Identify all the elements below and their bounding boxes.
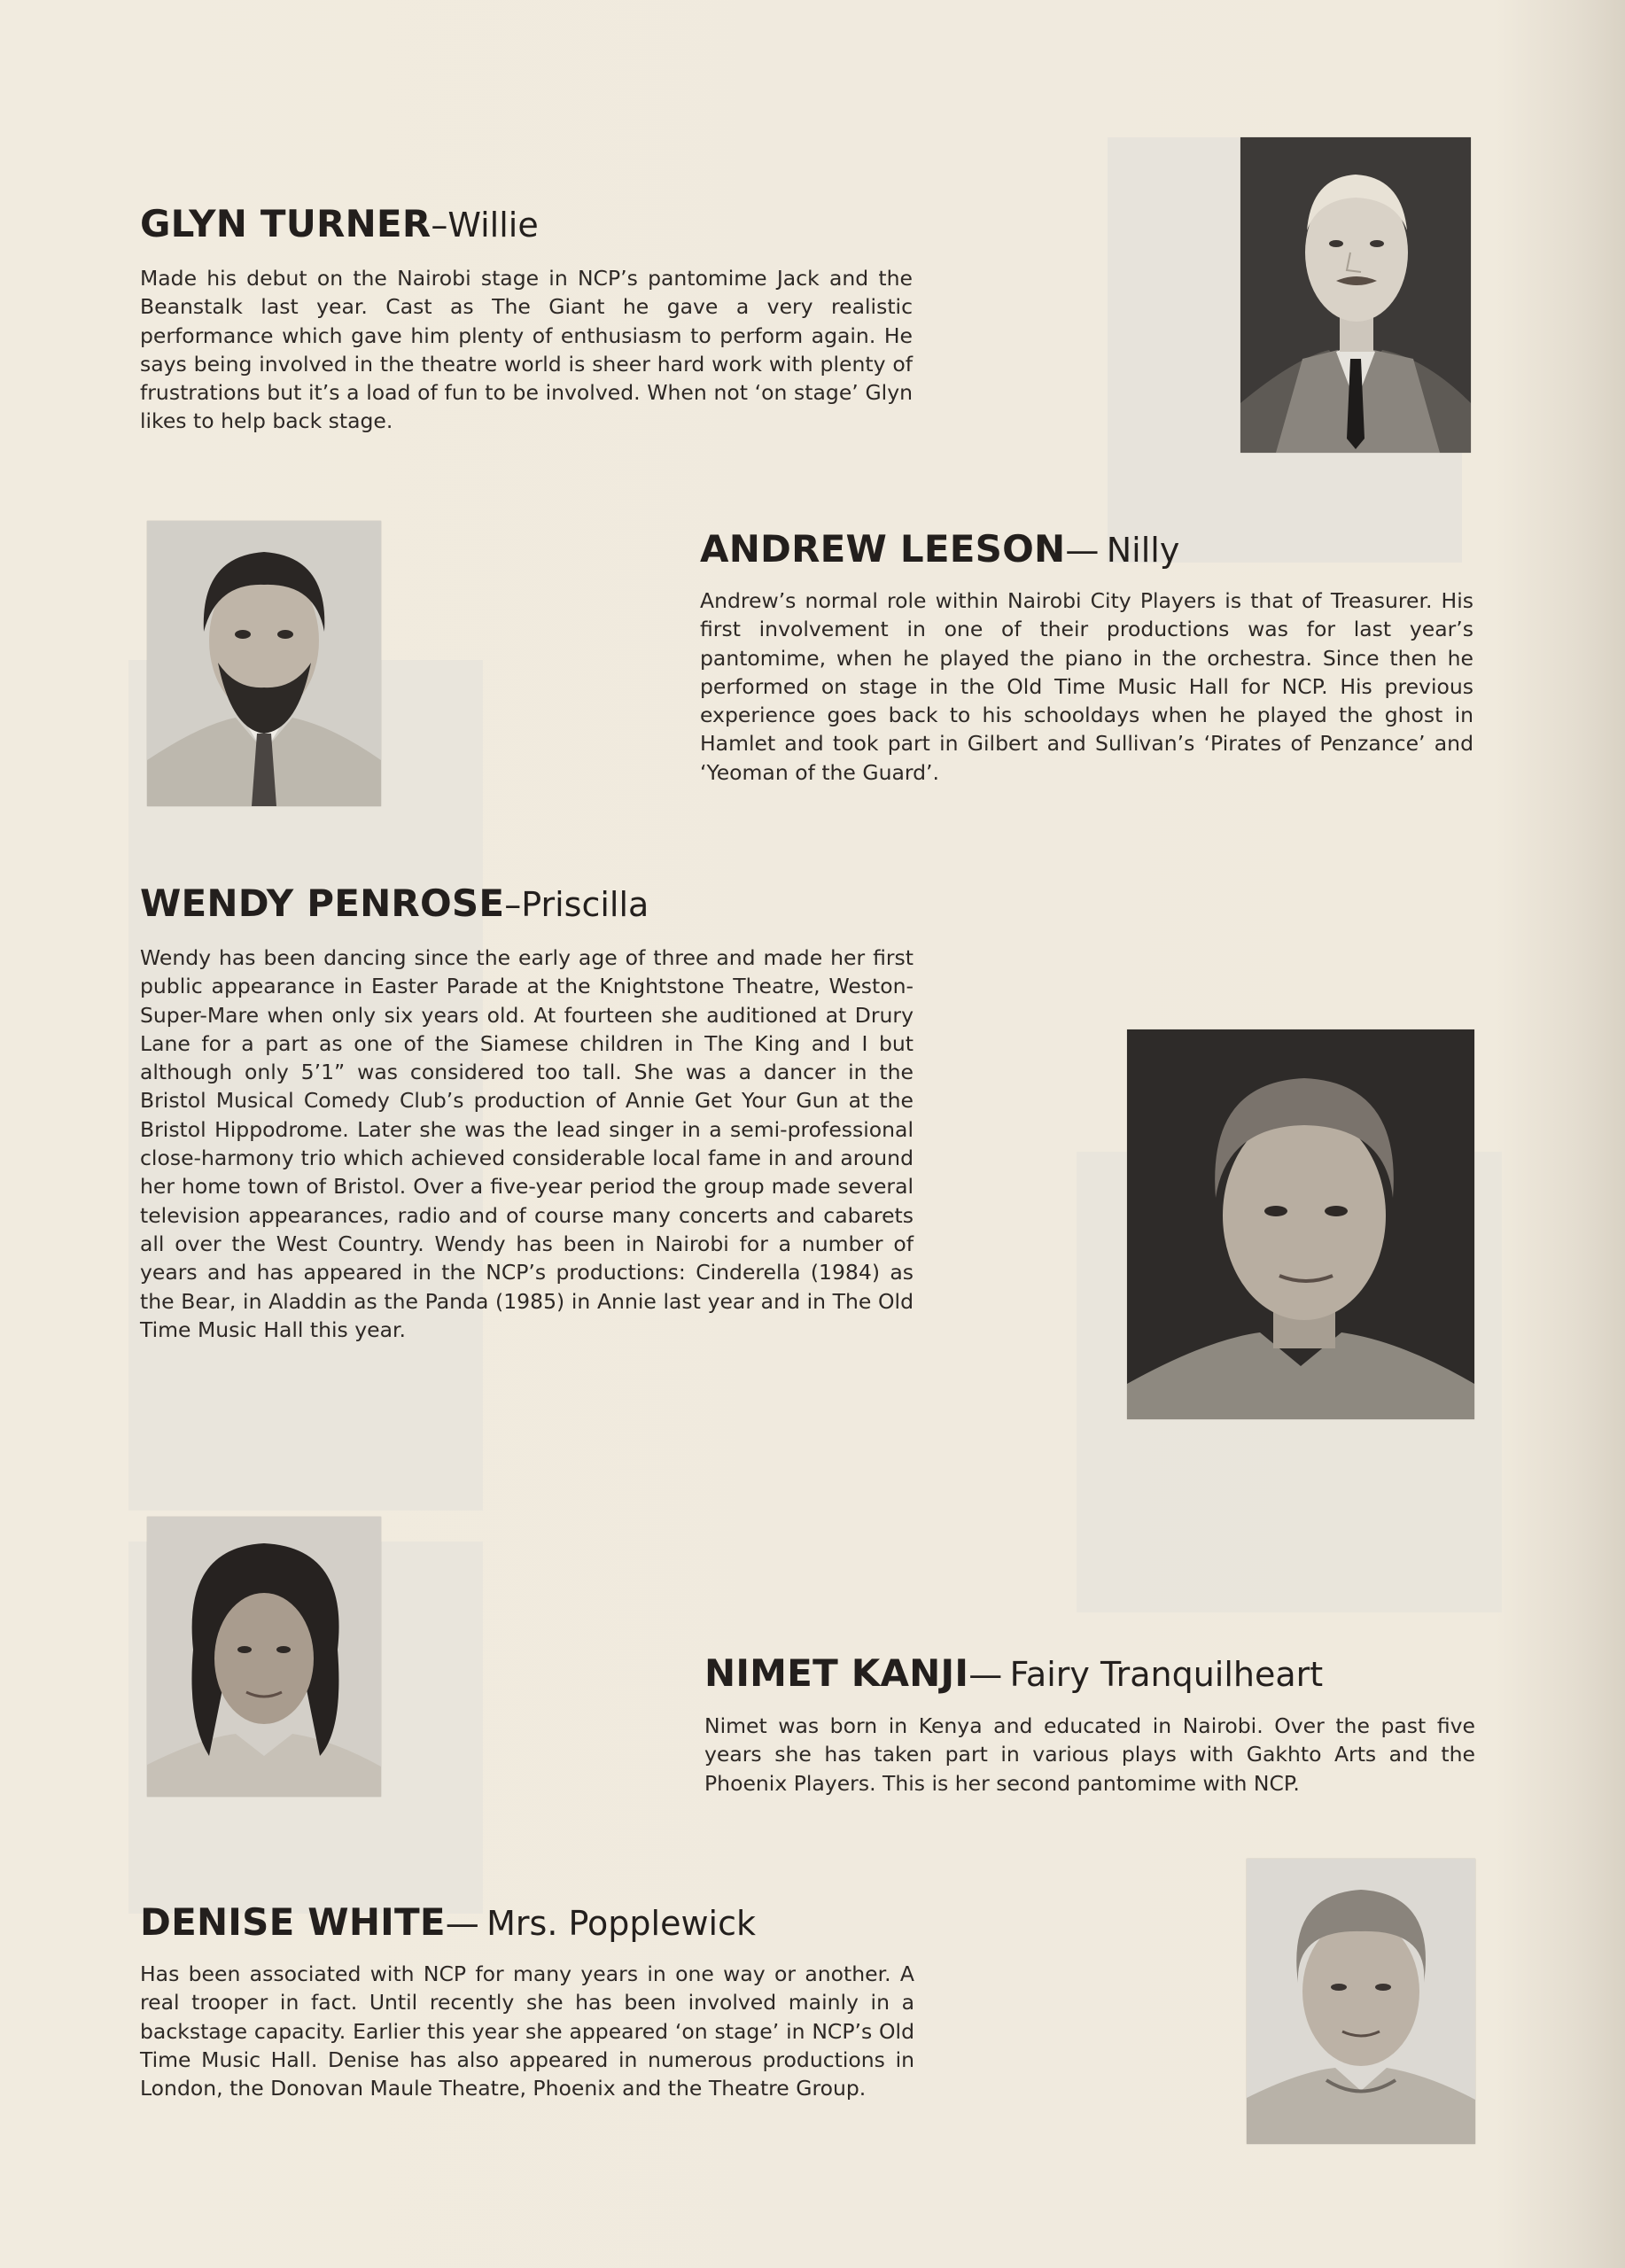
character-role: Nilly — [1106, 531, 1180, 570]
performer-name-heading — [704, 1651, 1323, 1696]
separator: — — [1065, 531, 1100, 570]
performer-photo — [1247, 1859, 1475, 2144]
performer-name: WENDY PENROSE — [140, 882, 505, 925]
performer-bio: Nimet was born in Kenya and educated in Nairobi. Over the past five years she has taken part in various plays with Gakhto Arts and the Phoenix Players. This is her second pantomime with NCP. — [704, 1713, 1475, 1796]
performer-name: GLYN TURNER — [140, 202, 432, 245]
performer-name-heading — [140, 202, 539, 246]
character-role: Fairy Tranquilheart — [1009, 1655, 1324, 1694]
performer-name-heading — [140, 1900, 756, 1945]
performer-bio: Has been associated with NCP for many years in one way or another. A real trooper in fact. Until recently she has been involved mainly in a backstage capacity. Earlier this year she appeared ‘on stage’ in NCP’s Old Time Music Hall. Denise has also appeared in numerous productions in London, the Donovan Maule Theatre, Phoenix and the Theatre Group. — [140, 1961, 914, 2101]
performer-photo — [1127, 1029, 1474, 1419]
performer-photo — [1240, 137, 1471, 453]
performer-name-heading — [140, 882, 649, 926]
character-role: Mrs. Popplewick — [486, 1904, 756, 1943]
performer-name-heading — [700, 527, 1179, 571]
separator: – — [431, 206, 448, 245]
performer-bio: Andrew’s normal role within Nairobi City Players is that of Treasurer. His first involvement in one of their productions was for last year’s pantomime, when he played the piano in the orchestra. Since then he performed on stage in the Old Time Music Hall for NCP. His previous experience goes back to his schooldays when he played the ghost in Hamlet and took part in Gilbert and Sullivan’s ‘Pirates of Penzance’ and ‘Yeoman of the Guard’. — [700, 588, 1473, 785]
separator: — — [968, 1655, 1003, 1694]
performer-bio: Wendy has been dancing since the early age of three and made her first public appearance in Easter Parade at the Knightstone Theatre, Weston-Super-Mare when only six years old. At fourteen she auditioned at Drury Lane for a part as one of the Siamese children in The King and I but although only 5’1” was considered too tall. She was a dancer in the Bristol Musical Comedy Club’s production of Annie Get Your Gun at the Bristol Hippodrome. Later she was the lead singer in a semi-professional close-harmony trio which achieved considerable local fame in and around her home town of Bristol. Over a five-year period the group made several television appearances, radio and of course many concerts and cabarets all over the West Country. Wendy has been in Nairobi for a number of years and has appeared in the NCP’s productions: Cinderella (1984) as the Bear, in Aladdin as the Panda (1985) in Annie last year and in The Old Time Music Hall this year. — [140, 945, 914, 1342]
performer-photo — [147, 1517, 381, 1797]
performer-name: ANDREW LEESON — [700, 527, 1066, 571]
performer-photo — [147, 521, 381, 806]
performer-bio: Made his debut on the Nairobi stage in NCP’s pantomime Jack and the Beanstalk last year. Cast as The Giant he gave a very realistic performance which gave him plenty of enthusiasm to perform again. He says being involved in the theatre world is sheer hard work with plenty of frustrations but it’s a load of fun to be involved. When not ‘on stage’ Glyn likes to help back stage. — [140, 266, 913, 434]
character-role: Priscilla — [521, 885, 649, 924]
character-role: Willie — [447, 206, 539, 245]
separator: — — [445, 1904, 479, 1943]
performer-name: NIMET KANJI — [704, 1651, 969, 1695]
separator: – — [504, 885, 522, 924]
performer-name: DENISE WHITE — [140, 1900, 446, 1944]
